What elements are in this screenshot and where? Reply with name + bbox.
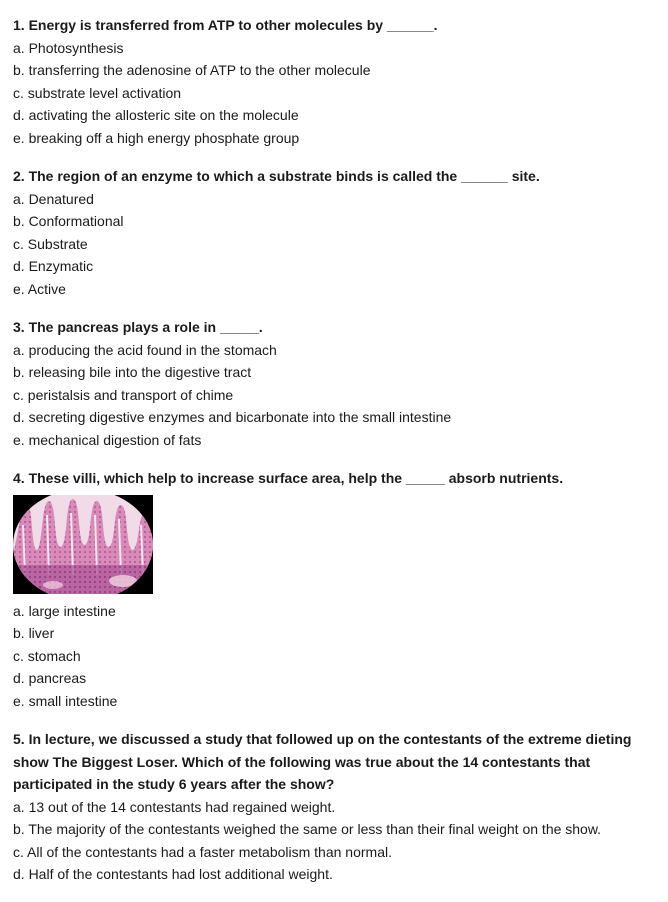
answer-option[interactable]: c. Substrate	[13, 235, 88, 252]
answer-option[interactable]: a. Photosynthesis	[13, 39, 124, 56]
answer-option[interactable]: b. releasing bile into the digestive tract	[13, 364, 252, 380]
answer-option[interactable]: b. The majority of the contestants weighed the same or less than their final weight on the show.	[13, 821, 602, 837]
spacer	[13, 149, 658, 165]
question-prompt: 2. The region of an enzyme to which a substrate binds is called the ______ site.	[13, 168, 540, 184]
question-prompt: 3. The pancreas plays a role in _____.	[13, 319, 263, 335]
answer-option[interactable]: d. Enzymatic	[13, 258, 94, 274]
answer-option[interactable]: d. Half of the contestants had lost additional weight.	[13, 866, 333, 882]
question-prompt: 4. These villi, which help to increase surface area, help the _____ absorb nutrients.	[13, 470, 564, 486]
question-prompt-line: show The Biggest Loser. Which of the following was true about the 14 contestants that	[13, 753, 591, 770]
answer-option[interactable]: d. activating the allosteric site on the molecule	[13, 107, 299, 123]
answer-option[interactable]: c. stomach	[13, 647, 81, 664]
answer-option[interactable]: e. breaking off a high energy phosphate group	[13, 129, 300, 146]
spacer	[13, 300, 658, 316]
quiz-page	[13, 14, 658, 886]
spacer	[13, 712, 658, 728]
answer-option[interactable]: c. All of the contestants had a faster metabolism than normal.	[13, 843, 392, 860]
villi-micrograph-image	[13, 495, 153, 594]
question-2	[13, 165, 658, 300]
answer-option[interactable]: b. liver	[13, 625, 55, 641]
question-5	[13, 728, 658, 886]
answer-option[interactable]: e. mechanical digestion of fats	[13, 431, 202, 448]
answer-option[interactable]: e. Active	[13, 280, 66, 297]
answer-option[interactable]: b. transferring the adenosine of ATP to the other molecule	[13, 62, 371, 78]
answer-option[interactable]: a. large intestine	[13, 602, 116, 619]
answer-option[interactable]: a. producing the acid found in the stomach	[13, 341, 277, 358]
answer-option[interactable]: d. pancreas	[13, 670, 87, 686]
question-prompt-line: 5. In lecture, we discussed a study that followed up on the contestants of the extreme dieting	[13, 731, 632, 747]
question-3	[13, 316, 658, 451]
question-4	[13, 467, 658, 712]
question-prompt: 1. Energy is transferred from ATP to other molecules by ______.	[13, 17, 438, 33]
answer-option[interactable]: c. peristalsis and transport of chime	[13, 386, 234, 403]
answer-option[interactable]: c. substrate level activation	[13, 84, 182, 101]
answer-option[interactable]: e. small intestine	[13, 692, 118, 709]
answer-option[interactable]: a. 13 out of the 14 contestants had regained weight.	[13, 798, 336, 815]
answer-option[interactable]: d. secreting digestive enzymes and bicarbonate into the small intestine	[13, 409, 452, 425]
spacer	[13, 451, 658, 467]
answer-option[interactable]: a. Denatured	[13, 190, 94, 207]
question-prompt-line: participated in the study 6 years after the show?	[13, 776, 335, 792]
answer-option[interactable]: b. Conformational	[13, 213, 124, 229]
question-1	[13, 14, 658, 149]
